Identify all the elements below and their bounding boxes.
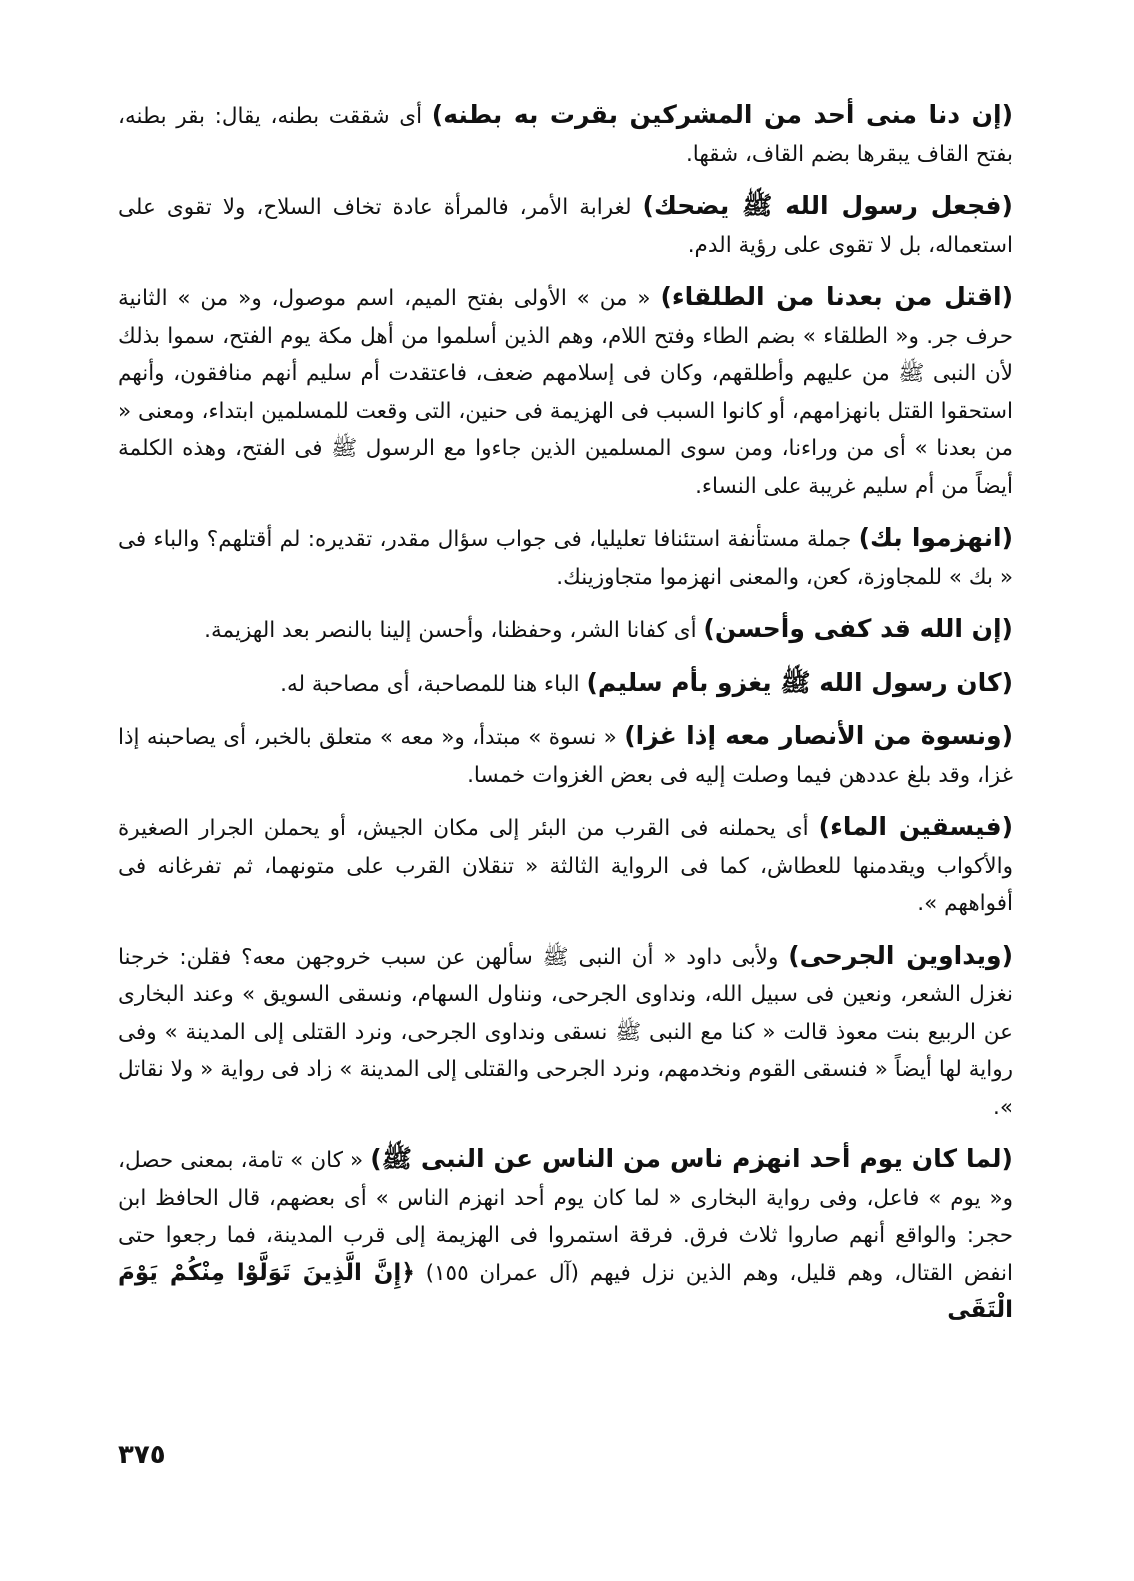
paragraph <box>118 96 1013 173</box>
paragraph <box>118 610 1013 650</box>
paragraph-heading: (ويداوين الجرحى) <box>788 940 1013 970</box>
paragraph-body: « نسوة » مبتدأ، و« معه » متعلق بالخبر، أى يصاحبنه إذا غزا، وقد بلغ عددهن فيما وصلت إليه فى بعض الغزوات خمسا. <box>118 725 1013 788</box>
paragraph-body: ولأبى داود « أن النبى ﷺ سألهن عن سبب خروجهن معه؟ فقلن: خرجنا نغزل الشعر، ونعين فى سبيل الله، ونداوى الجرحى، ونناول السهام، ونسقى السويق » وعند البخارى عن الربيع بنت معوذ قالت « كنا مع النبى ﷺ نسقى ونداوى الجرحى، ونرد القتلى إلى المدينة » وفى رواية لها أيضاً « فنسقى القوم ونخدمهم، ونرد الجرحى والقتلى إلى المدينة » زاد فى رواية « ولا نقاتل ». <box>118 944 1013 1120</box>
paragraph-body: أى كفانا الشر، وحفظنا، وأحسن إلينا بالنصر بعد الهزيمة. <box>204 618 704 643</box>
paragraph-heading: (انهزموا بك) <box>858 523 1013 552</box>
paragraph <box>118 808 1013 923</box>
paragraph-body: لغرابة الأمر، فالمرأة عادة تخاف السلاح، ولا تقوى على استعماله، بل لا تقوى على رؤية الدم. <box>118 195 1013 258</box>
paragraph <box>118 937 1013 1127</box>
paragraph-heading: (لما كان يوم أحد انهزم ناس من الناس عن النبى ﷺ) <box>370 1144 1013 1173</box>
paragraph-body: الباء هنا للمصاحبة، أى مصاحبة له. <box>280 671 587 697</box>
page-number: ٣٧٥ <box>118 1440 166 1470</box>
paragraph-heading: (كان رسول الله ﷺ يغزو بأم سليم) <box>586 667 1013 697</box>
paragraph-heading: (إن الله قد كفى وأحسن) <box>703 614 1013 643</box>
paragraph-heading: (ونسوة من الأنصار معه إذا غزا) <box>624 721 1013 750</box>
paragraph-body: « من » الأولى بفتح الميم، اسم موصول، و« من » الثانية حرف جر. و« الطلقاء » بضم الطاء وفتح اللام، وهم الذين أسلموا من أهل مكة يوم الفتح، سموا بذلك لأن النبى ﷺ من عليهم وأطلقهم، وكان فى إسلامهم ضعف، فاعتقدت أم سليم أنهم منافقون، وأنهم استحقوا القتل بانهزامهم، أو كانوا السبب فى الهزيمة فى حنين، التى وقعت للمسلمين ابتداء، ومعنى « من بعدنا » أى من وراءنا، ومن سوى المسلمين الذين جاءوا مع الرسول ﷺ فى الفتح، وهذه الكلمة أيضاً من أم سليم غريبة على النساء. <box>118 286 1013 499</box>
paragraph-body: أى يحملنه فى القرب من البئر إلى مكان الجيش، أو يحملن الجرار الصغيرة والأكواب ويقدمنها للعطاش، كما فى الرواية الثالثة « تنقلان القرب على متونهما، ثم تفرغانه فى أفواههم ». <box>118 816 1013 916</box>
paragraph-heading: (اقتل من بعدنا من الطلقاء) <box>660 282 1014 311</box>
paragraph-heading: (إن دنا منى أحد من المشركين بقرت به بطنه) <box>431 100 1013 129</box>
paragraph <box>118 278 1013 505</box>
paragraph <box>118 717 1013 794</box>
paragraph <box>118 187 1013 264</box>
document-page <box>118 96 1013 1496</box>
quran-verse: ﴿إِنَّ الَّذِينَ تَوَلَّوْا مِنْكُمْ يَوْمَ الْتَقَى <box>118 1259 1013 1323</box>
paragraph <box>118 519 1013 596</box>
paragraph-body: « كان » تامة، بمعنى حصل، و« يوم » فاعل، وفى رواية البخارى « لما كان يوم أحد انهزم الناس » أى بعضهم، قال الحافظ ابن حجر: والواقع أنهم صاروا ثلاث فرق. فرقة استمروا فى الهزيمة إلى قرب المدينة، فما رجعوا حتى انفض القتال، وهم قليل، وهم الذين نزل فيهم (آل عمران ١٥٥) <box>118 1148 1013 1286</box>
paragraph-body: جملة مستأنفة استئنافا تعليليا، فى جواب سؤال مقدر، تقديره: لم أقتلهم؟ والباء فى « بك » للمجاوزة، كعن، والمعنى انهزموا متجاوزينك. <box>118 527 1013 590</box>
paragraph <box>118 664 1013 704</box>
paragraph-heading: (فيسقين الماء) <box>818 812 1014 841</box>
paragraph-heading: (فجعل رسول الله ﷺ يضحك) <box>642 191 1013 220</box>
paragraph <box>118 1140 1013 1330</box>
paragraph-body: أى شققت بطنه، يقال: بقر بطنه، بفتح القاف يبقرها بضم القاف، شقها. <box>118 104 1013 167</box>
